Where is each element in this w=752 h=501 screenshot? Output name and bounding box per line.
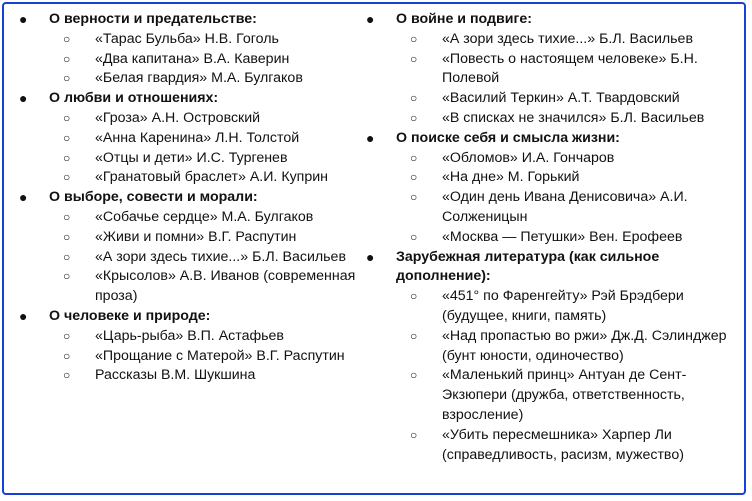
bullet-dot-icon: ● (19, 189, 28, 206)
book-item (363, 30, 741, 50)
book-item (16, 228, 356, 248)
book-title: «Собачье сердце» М.А. Булгаков (95, 208, 314, 225)
bullet-circle-icon: ○ (63, 269, 71, 284)
book-title: «Повесть о настоящем человеке» Б.Н. Полевой (442, 50, 698, 87)
topic-title: О человеке и природе: (49, 307, 211, 324)
bullet-circle-icon: ○ (410, 368, 418, 383)
book-title: «Живи и помни» В.Г. Распутин (95, 228, 297, 245)
book-title: «Москва — Петушки» Вен. Ерофеев (442, 228, 683, 245)
topic-list (16, 10, 356, 386)
bullet-dot-icon: ● (19, 307, 28, 324)
topic-heading (16, 188, 356, 208)
right-column (363, 10, 741, 465)
bullet-circle-icon: ○ (410, 110, 418, 125)
bullet-circle-icon: ○ (63, 368, 71, 383)
book-item (363, 366, 741, 425)
book-list (363, 149, 741, 248)
topic-heading (16, 307, 356, 327)
book-item (363, 188, 741, 228)
book-title: «В списках не значился» Б.Л. Васильев (442, 109, 705, 126)
bullet-circle-icon: ○ (410, 190, 418, 205)
topic-heading (16, 89, 356, 109)
bullet-circle-icon: ○ (410, 170, 418, 185)
book-item (363, 89, 741, 109)
bullet-circle-icon: ○ (63, 348, 71, 363)
topic-title: О выборе, совести и морали: (49, 189, 258, 206)
bullet-circle-icon: ○ (63, 51, 71, 66)
book-item (363, 109, 741, 129)
book-title: «451° по Фаренгейту» Рэй Брэдбери (будущее, книги, память) (442, 288, 684, 324)
book-list (363, 30, 741, 129)
topic-title: О любви и отношениях: (49, 90, 219, 107)
topic-item (16, 188, 356, 307)
bullet-circle-icon: ○ (63, 249, 71, 264)
bullet-circle-icon: ○ (63, 130, 71, 145)
bullet-dot-icon: ● (366, 11, 375, 27)
book-item (16, 109, 356, 129)
book-item (16, 149, 356, 169)
book-title: «Гранатовый браслет» А.И. Куприн (95, 169, 329, 186)
topic-item (16, 307, 356, 386)
book-title: «На дне» М. Горький (442, 169, 580, 186)
bullet-dot-icon: ● (366, 248, 375, 265)
book-title: «Царь-рыба» В.П. Астафьев (95, 327, 284, 344)
topic-title: О поиске себя и смысла жизни: (396, 129, 620, 146)
bullet-circle-icon: ○ (410, 427, 418, 442)
bullet-circle-icon: ○ (63, 71, 71, 86)
bullet-dot-icon: ● (19, 90, 28, 107)
book-title: «Маленький принц» Антуан де Сент-Экзюпери (дружба, ответственность, взросление) (442, 367, 687, 423)
topic-heading (363, 10, 741, 30)
topic-heading (363, 248, 741, 288)
bullet-circle-icon: ○ (410, 91, 418, 106)
book-item (16, 267, 356, 307)
bullet-circle-icon: ○ (410, 51, 418, 66)
book-item (363, 50, 741, 90)
bullet-circle-icon: ○ (63, 229, 71, 244)
book-item (363, 149, 741, 169)
book-title: «Отцы и дети» И.С. Тургенев (95, 149, 288, 166)
book-list (16, 208, 356, 307)
topic-item (363, 10, 741, 129)
book-title: «Прощание с Матерой» В.Г. Распутин (95, 347, 345, 364)
book-title: «Один день Ивана Денисовича» А.И. Солженицын (442, 189, 688, 225)
book-title: «Василий Теркин» А.Т. Твардовский (442, 90, 680, 107)
bullet-dot-icon: ● (366, 129, 375, 146)
bullet-circle-icon: ○ (63, 110, 71, 125)
book-title: «Гроза» А.Н. Островский (95, 109, 261, 126)
book-item (363, 426, 741, 466)
topic-heading (16, 10, 356, 30)
book-item (16, 347, 356, 367)
left-column (16, 10, 356, 386)
topic-title: Зарубежная литература (как сильное дополнение): (396, 248, 660, 285)
bullet-circle-icon: ○ (63, 150, 71, 165)
book-title: «А зори здесь тихие...» Б.Л. Васильев (442, 30, 693, 47)
topic-item (16, 89, 356, 188)
book-list (16, 30, 356, 89)
book-title: «Тарас Бульба» Н.В. Гоголь (95, 30, 279, 47)
bullet-circle-icon: ○ (410, 289, 418, 304)
topic-item (363, 129, 741, 248)
bullet-circle-icon: ○ (410, 328, 418, 343)
book-title: «Два капитана» В.А. Каверин (95, 50, 290, 67)
book-item (16, 30, 356, 50)
book-item (363, 327, 741, 367)
book-item (16, 168, 356, 188)
bullet-circle-icon: ○ (410, 229, 418, 244)
book-title: «Крысолов» А.В. Иванов (современная проза) (95, 268, 356, 305)
bullet-circle-icon: ○ (410, 150, 418, 165)
book-list (363, 287, 741, 465)
book-title: «Над пропастью во ржи» Дж.Д. Сэлинджер (бунт юности, одиночество) (442, 327, 727, 364)
book-item (363, 228, 741, 248)
book-item (16, 327, 356, 347)
book-item (363, 168, 741, 188)
topic-title: О верности и предательстве: (49, 11, 257, 27)
topic-heading (363, 129, 741, 149)
book-item (16, 129, 356, 149)
bullet-dot-icon: ● (19, 11, 28, 27)
bullet-circle-icon: ○ (410, 31, 418, 46)
topic-item (363, 248, 741, 466)
book-title: «Белая гвардия» М.А. Булгаков (95, 70, 303, 87)
topic-title: О войне и подвиге: (396, 11, 532, 27)
book-list (16, 109, 356, 188)
book-list (16, 327, 356, 386)
book-item (16, 208, 356, 228)
bullet-circle-icon: ○ (63, 209, 71, 224)
topic-list (363, 10, 741, 465)
book-title: Рассказы В.М. Шукшина (95, 367, 256, 384)
book-title: «Убить пересмешника» Харпер Ли (справедливость, расизм, мужество) (442, 426, 684, 463)
book-title: «Анна Каренина» Л.Н. Толстой (95, 129, 300, 146)
book-item (16, 366, 356, 386)
book-item (16, 50, 356, 70)
book-item (16, 69, 356, 89)
bullet-circle-icon: ○ (63, 31, 71, 46)
book-title: «Обломов» И.А. Гончаров (442, 149, 615, 166)
book-item (16, 248, 356, 268)
book-title: «А зори здесь тихие...» Б.Л. Васильев (95, 248, 346, 265)
bullet-circle-icon: ○ (63, 328, 71, 343)
book-item (363, 287, 741, 327)
topic-item (16, 10, 356, 89)
bullet-circle-icon: ○ (63, 170, 71, 185)
